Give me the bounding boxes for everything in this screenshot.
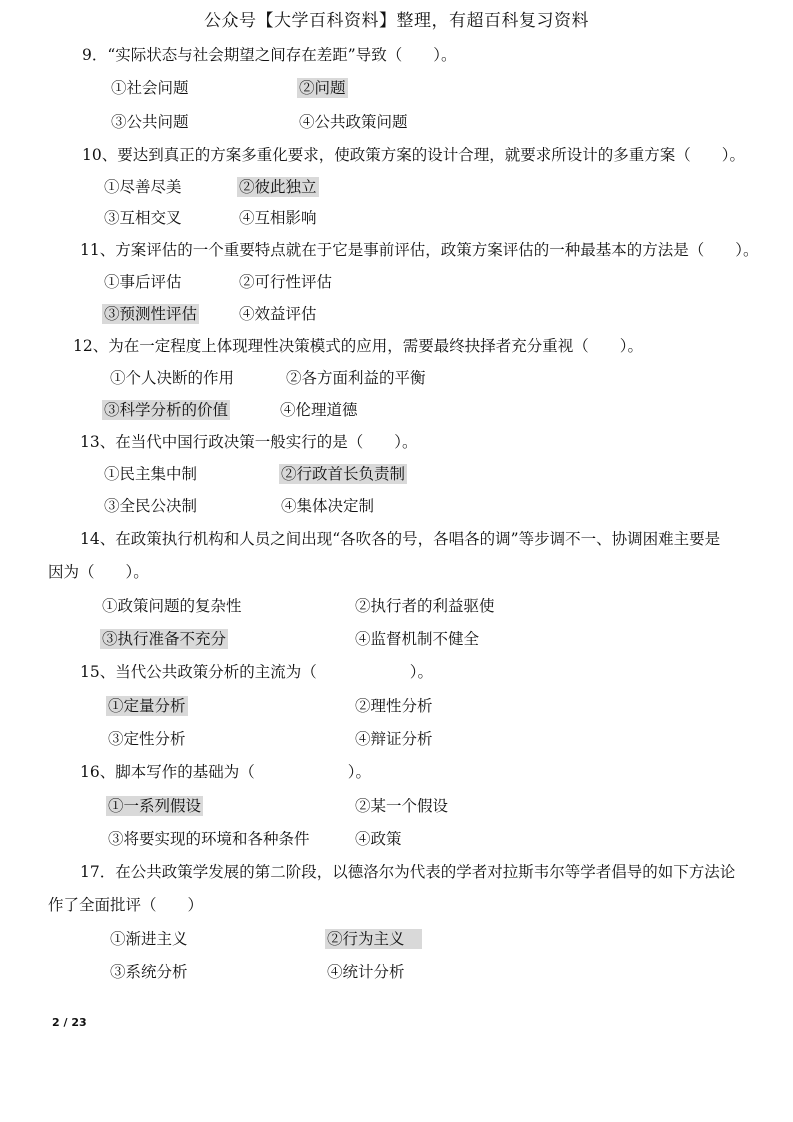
- option-4: ④互相影响: [239, 209, 317, 227]
- option-4: ④辩证分析: [355, 730, 433, 748]
- option-1: ①渐进主义: [110, 930, 188, 948]
- option-4: ④监督机制不健全: [355, 630, 480, 648]
- option-2-answer: ②彼此独立: [239, 178, 317, 196]
- option-1: ①民主集中制: [104, 465, 198, 483]
- option-4: ④伦理道德: [280, 401, 358, 419]
- question-stem-line-1: 17．在公共政策学发展的第二阶段，以德洛尔为代表的学者对拉斯韦尔等学者倡导的如下方法论: [80, 863, 736, 881]
- question-stem: 11、方案评估的一个重要特点就在于它是事前评估，政策方案评估的一种最基本的方法是（ ）。: [80, 241, 759, 259]
- option-3: ③全民公决制: [104, 497, 198, 515]
- question-stem-line-2: 因为（ ）。: [48, 563, 149, 581]
- question-stem: 9．“实际状态与社会期望之间存在差距”导致（ ）。: [82, 46, 457, 64]
- option-2: ②各方面利益的平衡: [286, 369, 426, 387]
- question-stem: 16、脚本写作的基础为（ ）。: [80, 763, 371, 781]
- question-stem: 12、为在一定程度上体现理性决策模式的应用，需要最终抉择者充分重视（ ）。: [73, 337, 643, 355]
- option-4: ④政策: [355, 830, 402, 848]
- option-3: ③公共问题: [111, 113, 189, 131]
- option-2-answer: ②行政首长负责制: [281, 465, 406, 483]
- option-1: ①政策问题的复杂性: [102, 597, 242, 615]
- option-2: ②某一个假设: [355, 797, 449, 815]
- option-1: ①个人决断的作用: [110, 369, 235, 387]
- option-3: ③系统分析: [110, 963, 188, 981]
- option-4: ④效益评估: [239, 305, 317, 323]
- question-stem-line-2: 作了全面批评（ ）: [48, 896, 204, 914]
- question-stem: 15、当代公共政策分析的主流为（ ）。: [80, 663, 433, 681]
- option-3: ③定性分析: [108, 730, 186, 748]
- question-stem: 10、要达到真正的方案多重化要求，使政策方案的设计合理，就要求所设计的多重方案（ ）。: [82, 146, 745, 164]
- option-2-answer: ②行为主义: [327, 930, 421, 948]
- question-stem: 13、在当代中国行政决策一般实行的是（ ）。: [80, 433, 418, 451]
- option-3-answer: ③科学分析的价值: [104, 401, 229, 419]
- option-4: ④统计分析: [327, 963, 405, 981]
- option-3-answer: ③预测性评估: [104, 305, 198, 323]
- option-2: ②可行性评估: [239, 273, 333, 291]
- option-1: ①社会问题: [111, 79, 189, 97]
- option-3: ③将要实现的环境和各种条件: [108, 830, 310, 848]
- option-3: ③互相交叉: [104, 209, 182, 227]
- option-2: ②理性分析: [355, 697, 433, 715]
- option-1-answer: ①定量分析: [108, 697, 186, 715]
- option-4: ④公共政策问题: [299, 113, 408, 131]
- option-1: ①尽善尽美: [104, 178, 182, 196]
- option-3-answer: ③执行准备不充分: [102, 630, 227, 648]
- option-2: ②执行者的利益驱使: [355, 597, 495, 615]
- option-4: ④集体决定制: [281, 497, 375, 515]
- page-number: 2 / 23: [52, 1016, 87, 1029]
- option-1: ①事后评估: [104, 273, 182, 291]
- question-stem-line-1: 14、在政策执行机构和人员之间出现“各吹各的号，各唱各的调”等步调不一、协调困难主要是: [80, 530, 721, 548]
- option-2-answer: ②问题: [299, 79, 346, 97]
- option-1-answer: ①一系列假设: [108, 797, 202, 815]
- page-header: 公众号【大学百科资料】整理，有超百科复习资料: [204, 11, 589, 31]
